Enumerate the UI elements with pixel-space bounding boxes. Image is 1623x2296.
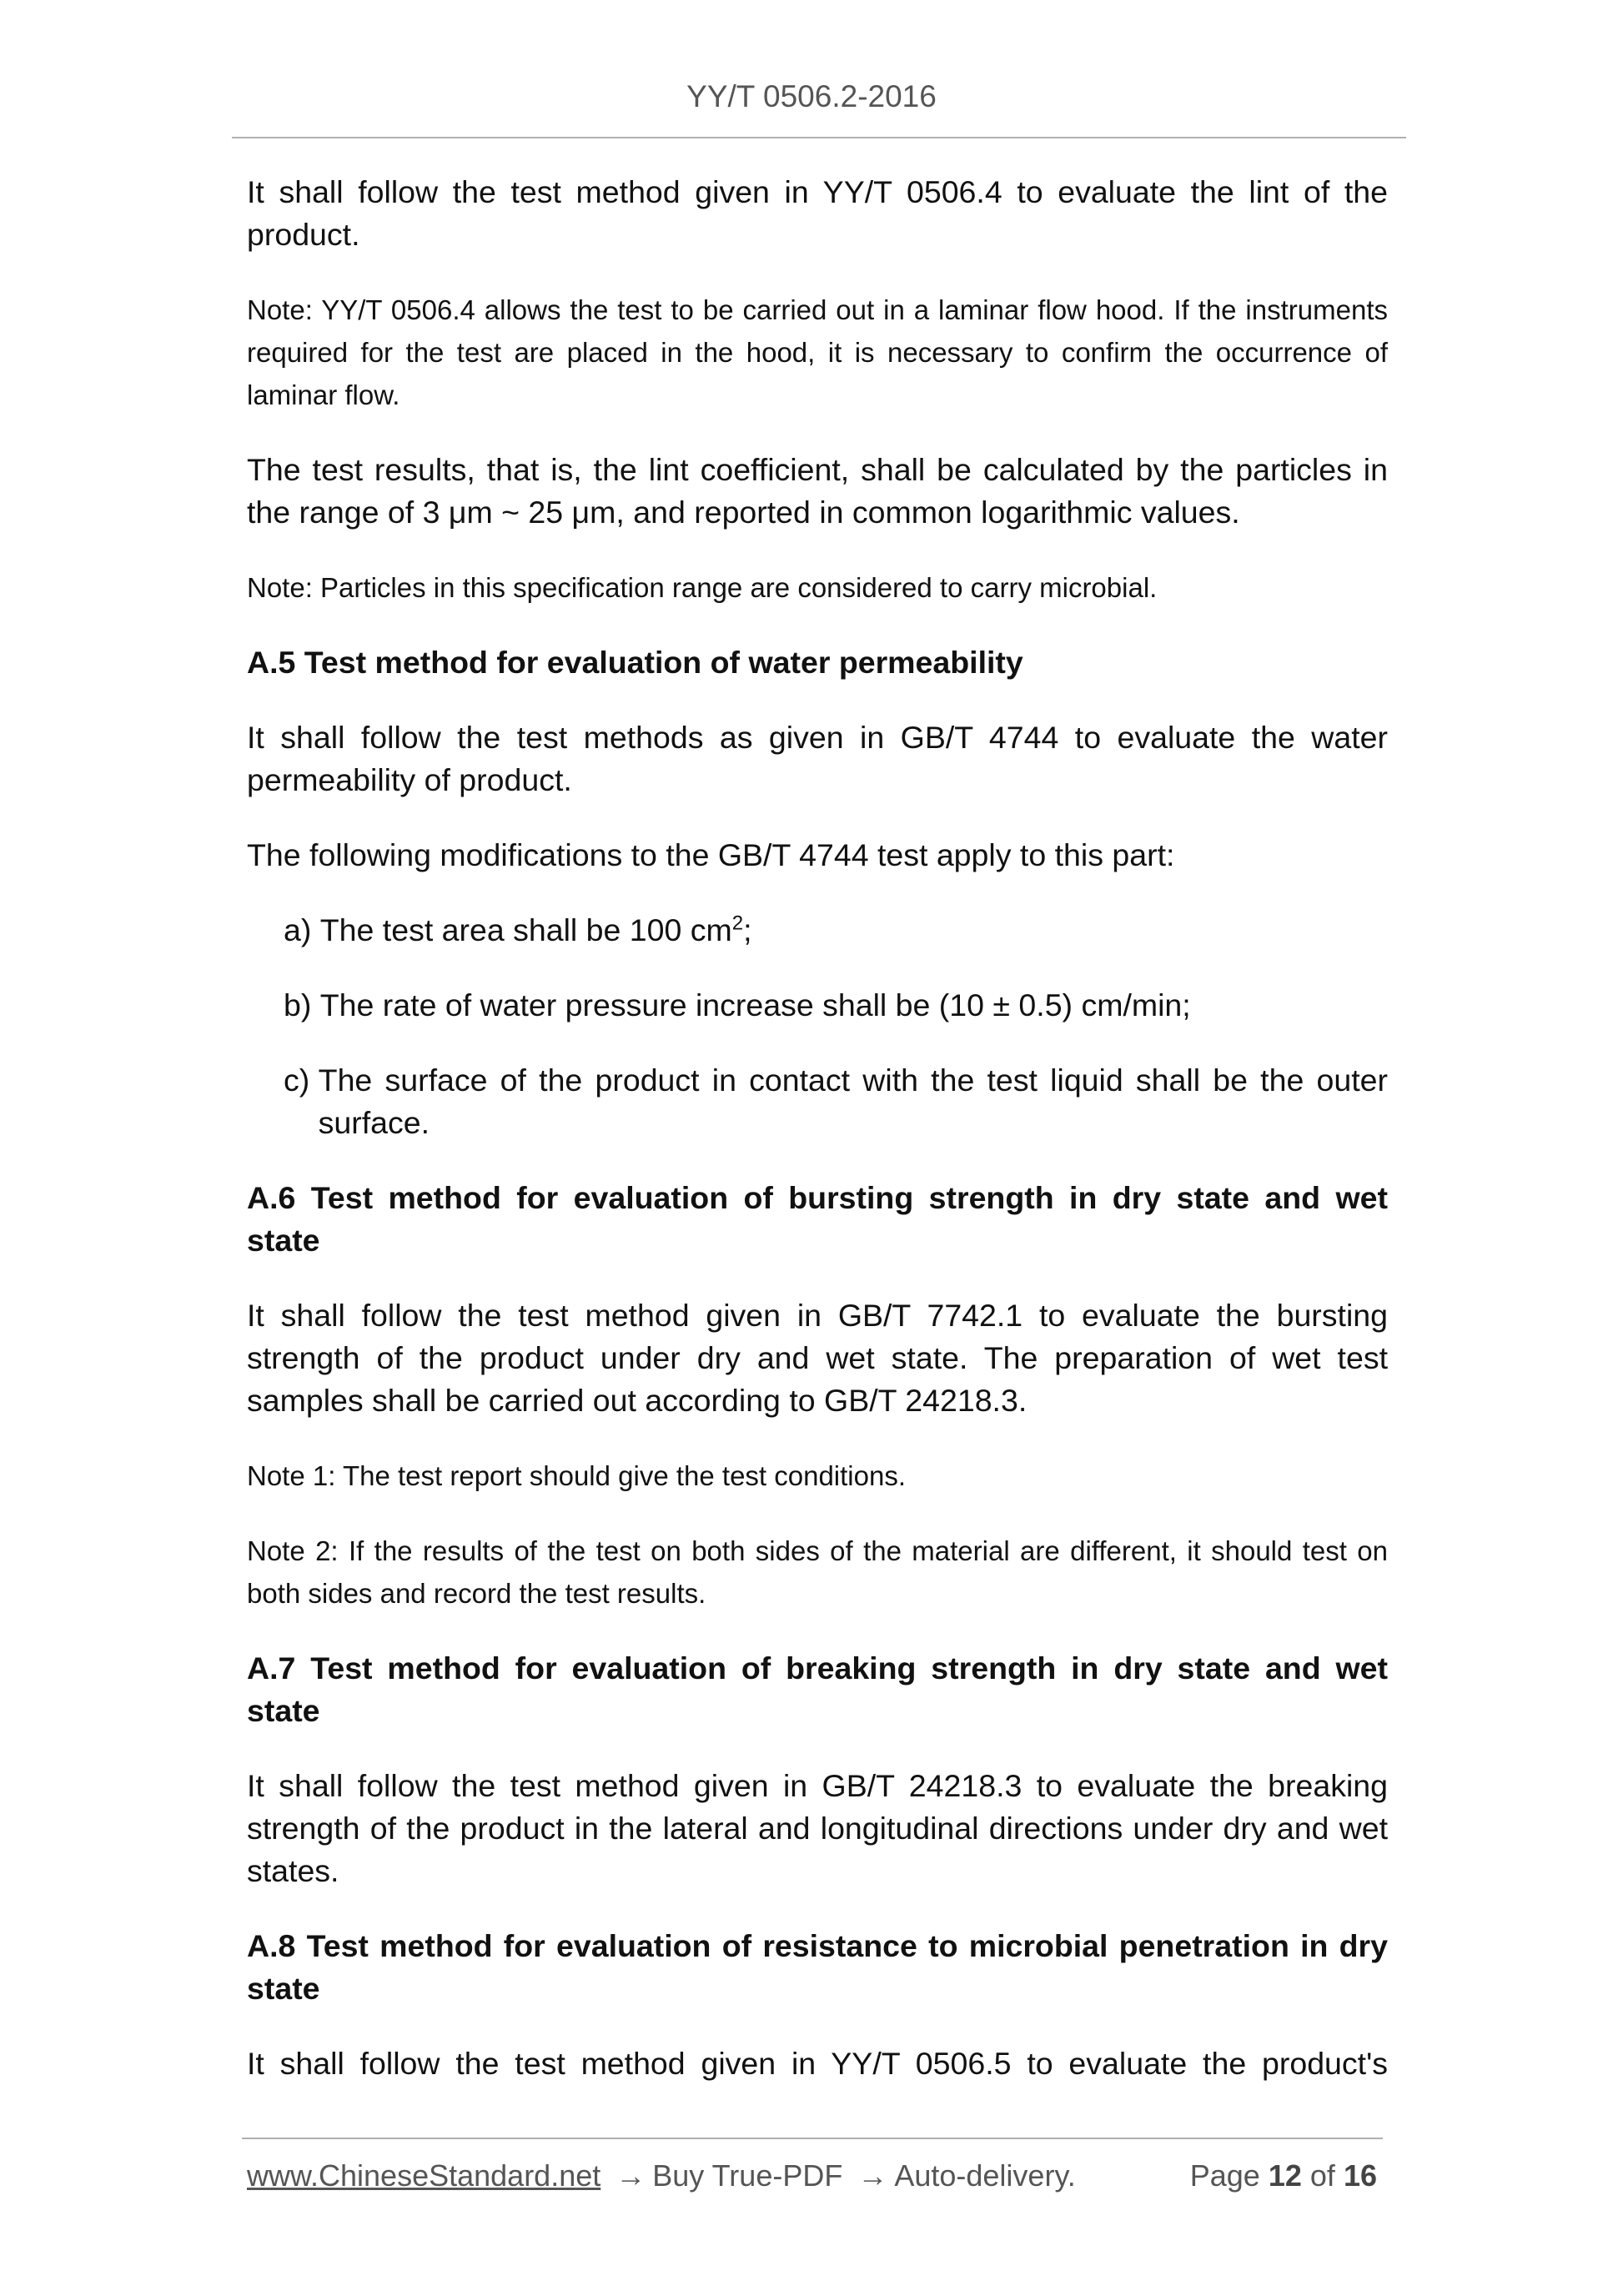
list-item xyxy=(284,984,1388,1027)
section-heading-a8: A.8 Test method for evaluation of resistance to microbial penetration in dry state xyxy=(247,1928,1388,2006)
paragraph: The following modifications to the GB/T 4744 test apply to this part: xyxy=(247,837,1175,872)
page-total: 16 xyxy=(1343,2158,1377,2193)
page-label: Page xyxy=(1189,2158,1260,2193)
note: Note: Particles in this specification range are considered to carry microbial. xyxy=(247,572,1158,603)
paragraph: It shall follow the test methods as given in GB/T 4744 to evaluate the water permeability of product. xyxy=(247,720,1388,797)
arrow-icon: → xyxy=(857,2158,888,2193)
list-item-label: c) xyxy=(284,1063,319,1098)
page-number xyxy=(1190,2158,1377,2193)
header-divider xyxy=(232,137,1406,138)
paragraph: It shall follow the test method given in GB/T 7742.1 to evaluate the bursting strength of the product under dry and wet state. The preparation of wet test samples shall be carried out according to GB/T 24218.3. xyxy=(247,1298,1388,1418)
paragraph: It shall follow the test method given in YY/T 0506.5 to evaluate the product's xyxy=(247,2046,1388,2081)
paragraph: The test results, that is, the lint coefficient, shall be calculated by the particles in the range of 3 μm ~ 25 μm, and reported in common logarithmic values. xyxy=(247,452,1388,530)
superscript: 2 xyxy=(731,912,744,935)
section-heading-a7: A.7 Test method for evaluation of breaking strength in dry state and wet state xyxy=(247,1650,1388,1728)
page-footer xyxy=(247,2158,1377,2193)
footer-promo xyxy=(247,2158,1076,2193)
of-label: of xyxy=(1309,2158,1335,2193)
list-item-label: a) xyxy=(284,912,320,947)
page-content xyxy=(247,171,1388,2118)
section-heading-a5: A.5 Test method for evaluation of water permeability xyxy=(247,645,1023,680)
note: Note: YY/T 0506.4 allows the test to be carried out in a laminar flow hood. If the instruments required for the test are placed in the hood, it is necessary to confirm the occurrence of laminar flow. xyxy=(247,294,1388,410)
arrow-icon: → xyxy=(616,2158,646,2193)
paragraph: It shall follow the test method given in YY/T 0506.4 to evaluate the lint of the product. xyxy=(247,174,1388,252)
list-item-label: b) xyxy=(284,987,320,1022)
section-heading-a6: A.6 Test method for evaluation of bursting strength in dry state and wet state xyxy=(247,1180,1388,1258)
note: Note 2: If the results of the test on both sides of the material are different, it should test on both sides and record the test results. xyxy=(247,1535,1388,1609)
paragraph: It shall follow the test method given in GB/T 24218.3 to evaluate the breaking strength of the product in the lateral and longitudinal directions under dry and wet states. xyxy=(247,1768,1388,1888)
running-header: YY/T 0506.2-2016 xyxy=(686,79,937,113)
footer-step-delivery: Auto-delivery. xyxy=(894,2158,1076,2193)
list-item xyxy=(284,909,1388,952)
note: Note 1: The test report should give the test conditions. xyxy=(247,1460,907,1491)
page-current: 12 xyxy=(1268,2158,1302,2193)
list-item-text: The test area shall be 100 $cm^2$; xyxy=(319,912,752,947)
footer-step-buy: Buy True-PDF xyxy=(652,2158,843,2193)
list-item xyxy=(284,1059,1388,1144)
list-item-text: The surface of the product in contact with the test liquid shall be the outer surface. xyxy=(318,1063,1388,1140)
website-link[interactable]: www.ChineseStandard.net xyxy=(247,2158,601,2193)
list-item-text: The rate of water pressure increase shall be (10 ± 0.5) cm/min; xyxy=(319,987,1191,1022)
footer-divider xyxy=(242,2138,1383,2139)
